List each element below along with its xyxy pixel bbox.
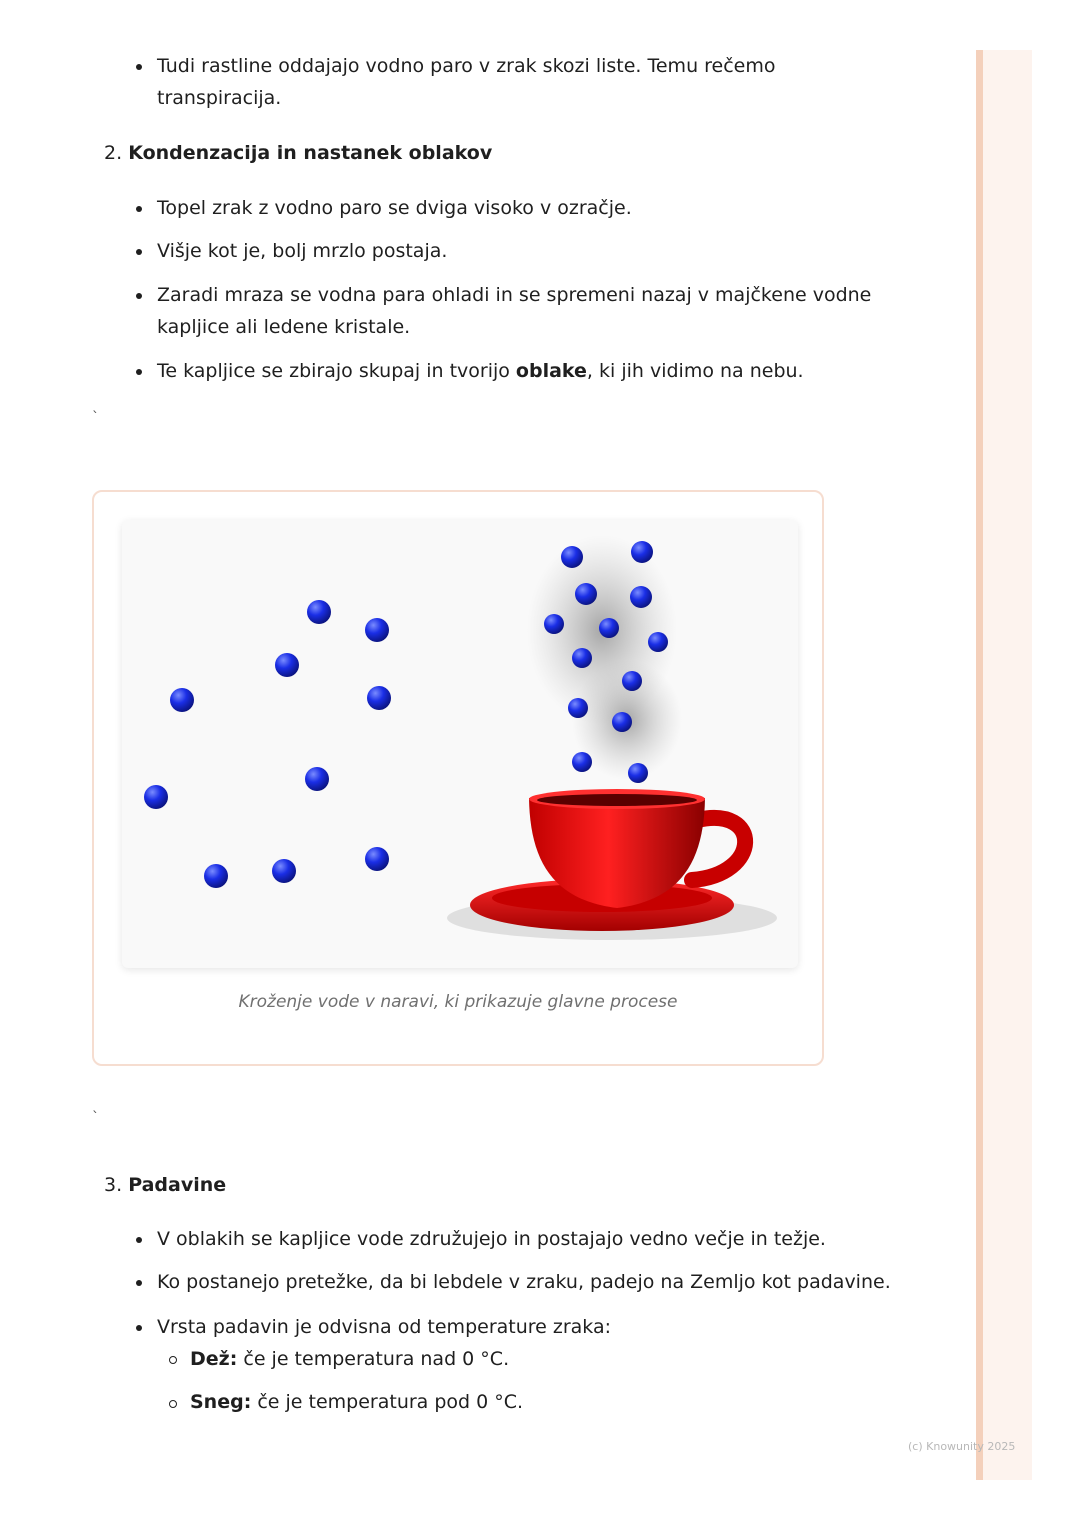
water-molecule	[170, 688, 194, 712]
sub-bullet-circle	[169, 1400, 177, 1408]
water-molecule	[305, 767, 329, 791]
sub-bullet-sneg	[190, 1386, 523, 1418]
bullet-text-bold: oblake	[515, 360, 587, 382]
section-heading-padavine	[104, 1169, 226, 1201]
copyright-notice: (c) Knowunity 2025	[908, 1440, 1016, 1453]
water-molecule	[648, 632, 668, 652]
water-molecule	[572, 648, 592, 668]
cup-coffee	[537, 794, 697, 806]
bullet-dot	[136, 249, 142, 255]
bullet-text-post: , ki jih vidimo na nebu.	[586, 360, 804, 382]
water-molecule	[144, 785, 168, 809]
tick-mark: `	[92, 1110, 99, 1126]
heading-title: Kondenzacija in nastanek oblakov	[128, 142, 493, 164]
water-molecule	[572, 752, 592, 772]
water-molecule	[544, 614, 564, 634]
molecules-and-cup-illustration	[122, 520, 798, 968]
bullet-text-pre: Te kapljice se zbirajo skupaj in tvorijo	[157, 360, 516, 382]
bullet-text: Višje kot je, bolj mrzlo postaja.	[157, 240, 448, 262]
water-molecule	[367, 686, 391, 710]
side-decoration-strip	[976, 50, 1032, 1480]
water-molecule	[622, 671, 642, 691]
bullet-text: V oblakih se kapljice vode združujejo in postajajo vedno večje in težje.	[157, 1228, 826, 1250]
bullet-text: Ko postanejo pretežke, da bi lebdele v zraku, padejo na Zemljo kot padavine.	[157, 1271, 891, 1293]
bullet-text-continuation: kapljice ali ledene kristale.	[157, 316, 411, 338]
water-molecule	[275, 653, 299, 677]
bullet-dot	[136, 1237, 142, 1243]
water-molecule	[365, 847, 389, 871]
water-molecule	[612, 712, 632, 732]
sub-bullet-bold: Dež:	[190, 1348, 238, 1370]
bullet-dot	[136, 293, 142, 299]
sub-bullet-dez	[190, 1343, 509, 1375]
figure-illustration	[122, 520, 798, 968]
sub-bullet-bold: Sneg:	[190, 1391, 252, 1413]
bullet-text: Tudi rastline oddajajo vodno paro v zrak skozi liste. Temu rečemo	[157, 55, 776, 77]
heading-title: Padavine	[128, 1174, 227, 1196]
side-rule	[976, 50, 983, 1480]
bullet-text-oblake	[157, 355, 804, 387]
water-molecule	[204, 864, 228, 888]
bullet-text-continuation: transpiracija.	[157, 87, 282, 109]
sub-bullet-text: če je temperatura nad 0 °C.	[237, 1348, 510, 1370]
water-molecule	[307, 600, 331, 624]
water-molecule	[568, 698, 588, 718]
heading-number: 2.	[104, 142, 123, 164]
water-molecule	[561, 546, 583, 568]
water-molecule	[630, 586, 652, 608]
bullet-text: Topel zrak z vodno paro se dviga visoko v ozračje.	[157, 197, 632, 219]
sub-bullet-circle	[169, 1356, 177, 1364]
water-molecule	[628, 763, 648, 783]
water-molecule	[631, 541, 653, 563]
bullet-dot	[136, 206, 142, 212]
bullet-text: Zaradi mraza se vodna para ohladi in se spremeni nazaj v majčkene vodne	[157, 284, 872, 306]
water-molecule	[365, 618, 389, 642]
figure-caption: Kroženje vode v naravi, ki prikazuje glavne procese	[238, 992, 678, 1012]
bullet-text: Vrsta padavin je odvisna od temperature zraka:	[157, 1316, 612, 1338]
water-molecule	[272, 859, 296, 883]
sub-bullet-text: če je temperatura pod 0 °C.	[251, 1391, 524, 1413]
bullet-dot	[136, 1280, 142, 1286]
tick-mark: `	[92, 410, 99, 426]
water-molecule	[575, 583, 597, 605]
water-molecule	[599, 618, 619, 638]
bullet-dot	[136, 64, 142, 70]
heading-number: 3.	[104, 1174, 123, 1196]
section-heading-kondenzacija	[104, 137, 492, 169]
bullet-dot	[136, 1325, 142, 1331]
bullet-dot	[136, 369, 142, 375]
figure-card	[92, 490, 824, 1066]
